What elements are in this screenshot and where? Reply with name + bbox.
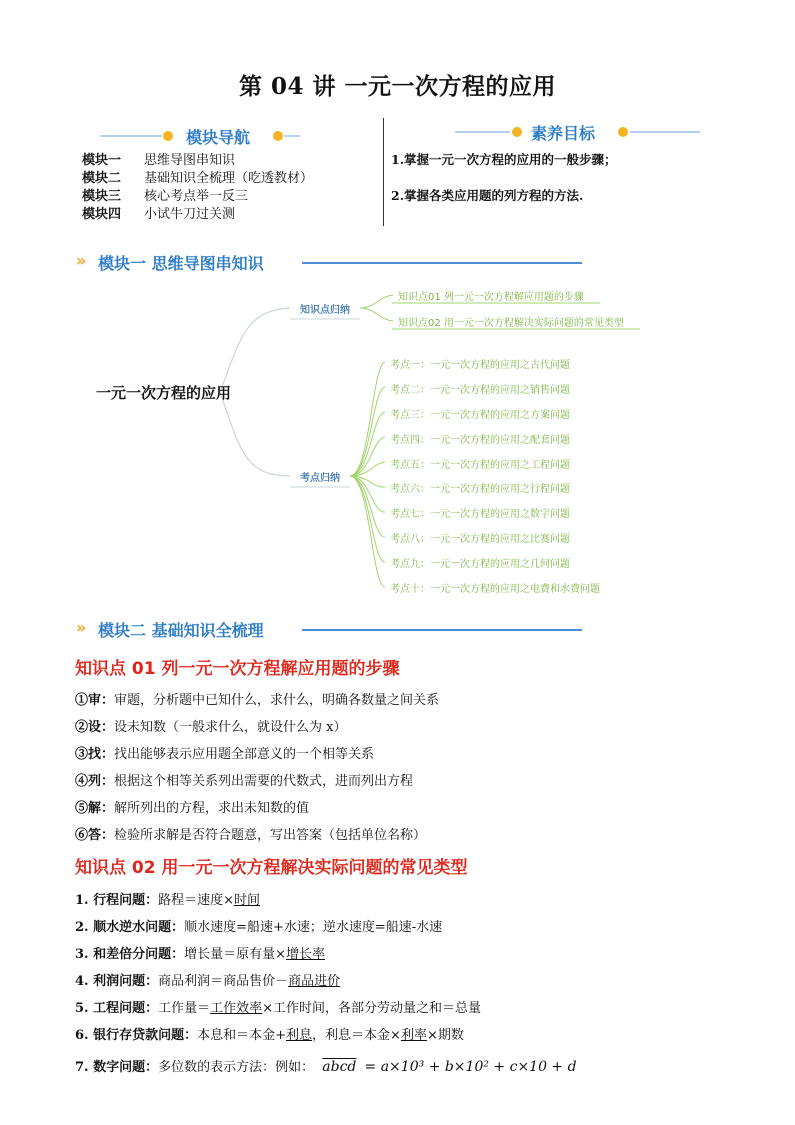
module2-heading (76, 617, 586, 641)
nav-item: 模块一 思维导图串知识 (82, 153, 236, 168)
goal-item: 1.掌握一元一次方程的应用的一般步骤； (391, 152, 617, 167)
nav-list (82, 152, 313, 224)
mind-map-leaf: 考点五：一元一次方程的应用之工程问题 (390, 460, 570, 471)
mind-map-branch-knowledge: 知识点归纳 (300, 305, 350, 316)
knowledge-point-1-title: 知识点 01 列一元一次方程解应用题的步骤 (75, 659, 400, 679)
mind-map-root: 一元一次方程的应用 (96, 384, 232, 402)
nav-item: 模块四 小试牛刀过关测 (82, 207, 236, 222)
type-item: 5. 工程问题：工作量＝工作效率×工作时间，各部分劳动量之和＝总量 (75, 1001, 482, 1016)
mind-map-leaf: 考点一：一元一次方程的应用之古代问题 (390, 360, 570, 371)
mind-map-leaf: 知识点01 列一元一次方程解应用题的步骤 (398, 292, 584, 303)
double-chevron-icon: » (76, 251, 87, 270)
step-item: ⑤解：解所列出的方程，求出未知数的值 (75, 801, 310, 816)
step-item: ①审：审题，分析题中已知什么，求什么，明确各数量之间关系 (75, 693, 440, 708)
mind-map-leaf: 考点九：一元一次方程的应用之几何问题 (390, 559, 570, 570)
module1-heading-text: 模块一 思维导图串知识 (98, 254, 264, 273)
step-item: ③找：找出能够表示应用题全部意义的一个相等关系 (75, 747, 375, 762)
nav-banner-title: 模块导航 (186, 128, 251, 147)
formula-expansion: = a×10³ + b×10² + c×10 + d (364, 1059, 577, 1075)
step-item: ④列：根据这个相等关系列出需要的代数式，进而列出方程 (75, 774, 414, 789)
knowledge-point-2-title: 知识点 02 用一元一次方程解决实际问题的常见类型 (75, 858, 468, 878)
column-divider (383, 118, 384, 226)
type-item: 3. 和差倍分问题：增长量＝原有量×增长率 (75, 947, 326, 962)
type-item: 2. 顺水逆水问题：顺水速度=船速+水速；逆水速度=船速-水速 (75, 920, 443, 935)
mind-map-branch-exam: 考点归纳 (300, 473, 340, 484)
mind-map-leaf: 考点八：一元一次方程的应用之比赛问题 (390, 534, 570, 545)
mind-map-leaf: 知识点02 用一元一次方程解决实际问题的常见类型 (398, 318, 624, 329)
type-item: 6. 银行存贷款问题：本息和＝本金+利息，利息＝本金×利率×期数 (75, 1028, 464, 1043)
step-item: ②设：设未知数（一般求什么，就设什么为 x） (75, 720, 347, 735)
mind-map-leaf: 考点七：一元一次方程的应用之数字问题 (390, 509, 570, 520)
heading-rule (302, 262, 582, 264)
mind-map-leaf: 考点十：一元一次方程的应用之电费和水费问题 (390, 584, 600, 595)
nav-item: 模块三 核心考点举一反三 (82, 189, 249, 204)
module1-heading (76, 250, 586, 274)
nav-banner (100, 124, 300, 148)
nav-item: 模块二 基础知识全梳理（吃透教材） (82, 171, 314, 186)
step-item: ⑥答：检验所求解是否符合题意，写出答案（包括单位名称） (75, 828, 427, 843)
mind-map-leaf: 考点三：一元一次方程的应用之方案问题 (390, 410, 570, 421)
goals-banner-title: 素养目标 (531, 124, 596, 143)
formula-overline: abcd (322, 1059, 357, 1075)
goals-banner (455, 120, 700, 144)
type-item: 1. 行程问题：路程＝速度×时间 (75, 893, 261, 908)
goal-item: 2.掌握各类应用题的列方程的方法. (391, 188, 584, 203)
heading-rule (302, 629, 582, 631)
mind-map-leaf: 考点二：一元一次方程的应用之销售问题 (390, 385, 570, 396)
module2-heading-text: 模块二 基础知识全梳理 (98, 621, 264, 640)
type-item: 7. 数字问题：多位数的表示方法：例如： abcd = a×10³ + b×10² + c×10 + d (75, 1059, 577, 1075)
double-chevron-icon: » (76, 618, 87, 637)
mind-map-leaf: 考点六：一元一次方程的应用之行程问题 (390, 484, 570, 495)
page-title: 第 04 讲 一元一次方程的应用 (238, 73, 557, 100)
type-item: 4. 利润问题：商品利润＝商品售价－商品进价 (75, 974, 341, 989)
mind-map-leaf: 考点四：一元一次方程的应用之配套问题 (390, 435, 570, 446)
